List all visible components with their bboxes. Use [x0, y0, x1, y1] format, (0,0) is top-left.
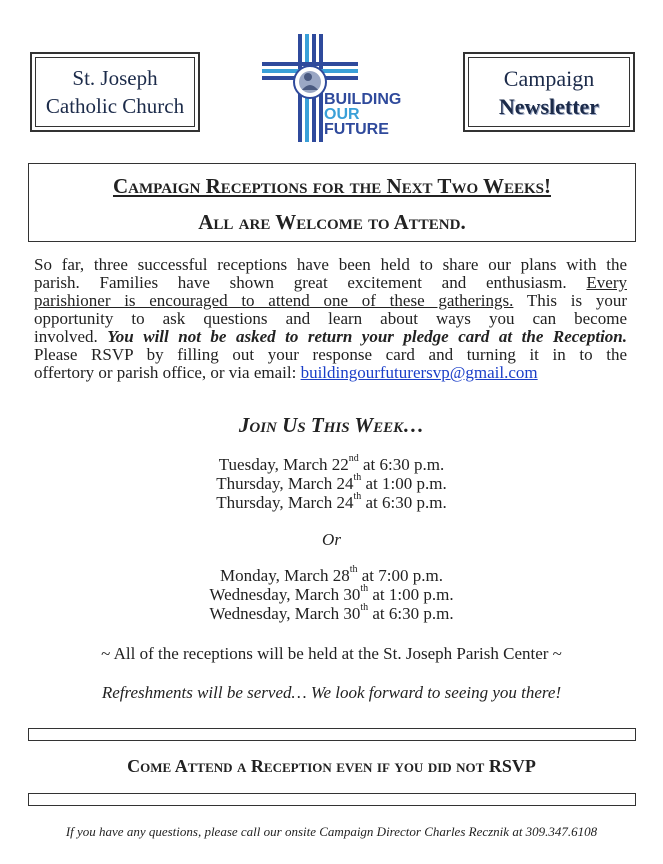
schedule-day: Thursday, March 24 — [216, 474, 354, 493]
schedule-item — [0, 566, 663, 586]
title-line2: All are Welcome to Attend. — [198, 210, 466, 234]
intro-line2 — [34, 274, 627, 292]
intro-line3 — [34, 292, 627, 310]
footer-contact: If you have any questions, please call our onsite Campaign Director Charles Recznik at 309.347.6108 — [65, 824, 598, 839]
schedule-sup: th — [360, 602, 369, 613]
schedule-day: Thursday, March 24 — [216, 493, 354, 512]
schedule-sup: nd — [348, 453, 359, 464]
intro-paragraph — [34, 256, 627, 382]
rsvp-email-link[interactable]: buildingourfuturersvp@gmail.com — [300, 363, 538, 382]
schedule-item — [0, 455, 663, 475]
schedule-day: Wednesday, March 30 — [209, 585, 361, 604]
come-attend-heading: Come Attend a Reception even if you did not RSVP — [127, 756, 536, 776]
church-name-line1: St. Joseph — [72, 66, 158, 90]
schedule-sup: th — [349, 564, 358, 575]
intro-line5-text: involved. — [34, 327, 98, 346]
newsletter-line2: Newsletter — [498, 94, 600, 119]
schedule-time: at 1:00 p.m. — [361, 474, 447, 493]
schedule-time: at 6:30 p.m. — [368, 604, 454, 623]
logo-text-line2: OUR — [324, 106, 360, 123]
newsletter-box — [463, 52, 635, 132]
schedule-time: at 6:30 p.m. — [361, 493, 447, 512]
refreshments-note: Refreshments will be served… We look forward to seeing you there! — [101, 683, 562, 702]
intro-line1: So far, three successful receptions have been held to share our plans with the — [34, 255, 627, 274]
schedule-item — [0, 493, 663, 513]
intro-line7 — [34, 364, 627, 382]
church-name-box — [30, 52, 200, 132]
intro-line2-underlined: Every — [586, 273, 627, 292]
schedule-item — [0, 474, 663, 494]
schedule-day: Monday, March 28 — [220, 566, 350, 585]
intro-line7-text: offertory or parish office, or via email: — [34, 363, 297, 382]
schedule-time: at 6:30 p.m. — [358, 455, 445, 474]
schedule-item — [0, 585, 663, 605]
schedule-sup: th — [353, 472, 362, 483]
intro-line5 — [34, 328, 627, 346]
schedule-item — [0, 604, 663, 624]
or-separator: Or — [322, 530, 341, 549]
schedule-day: Wednesday, March 30 — [209, 604, 361, 623]
newsletter-line1: Campaign — [503, 66, 595, 91]
schedule-day: Tuesday, March 22 — [218, 455, 349, 474]
join-heading: Join Us This Week… — [238, 413, 425, 437]
intro-line6: Please RSVP by filling out your response card and turning it in to the — [34, 345, 627, 364]
intro-line4: opportunity to ask questions and learn about ways you can become — [34, 309, 627, 328]
schedule-time: at 7:00 p.m. — [357, 566, 443, 585]
intro-line2-text: parish. Families have shown great excitement and enthusiasm. — [34, 273, 567, 292]
intro-line3-text: This is your — [513, 291, 627, 310]
schedule-sup: th — [360, 583, 369, 594]
location-note: ~ All of the receptions will be held at the St. Joseph Parish Center ~ — [101, 644, 562, 663]
logo-text — [324, 92, 401, 137]
church-name-line2: Catholic Church — [45, 94, 185, 118]
divider-bar-top — [28, 728, 636, 741]
building-our-future-logo — [262, 34, 407, 142]
logo-text-line1: BUILDING — [324, 91, 402, 108]
intro-line3-underlined: parishioner is encouraged to attend one of these gatherings. — [34, 291, 514, 310]
divider-bar-bottom — [28, 793, 636, 806]
logo-text-line3: FUTURE — [324, 121, 389, 138]
title-line1: Campaign Receptions for the Next Two Weeks! — [112, 174, 551, 198]
schedule-time: at 1:00 p.m. — [368, 585, 454, 604]
intro-line5-emphasis: You will not be asked to return your pledge card at the Reception. — [107, 327, 627, 346]
title-box — [28, 163, 636, 242]
schedule-sup: th — [353, 491, 362, 502]
